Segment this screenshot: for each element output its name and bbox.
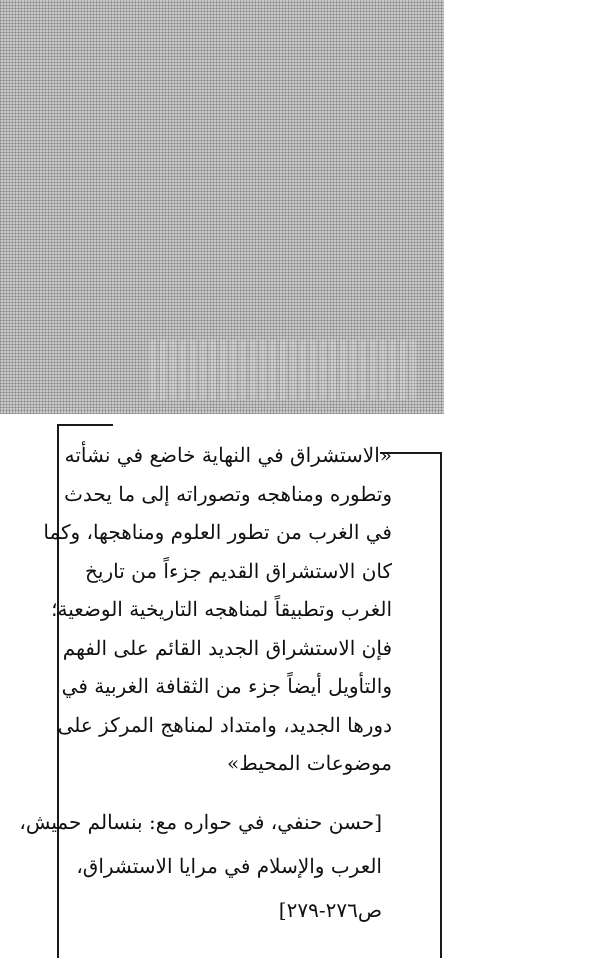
frame-top-border (57, 424, 113, 426)
quote-line: دورها الجديد، وامتداد لمناهج المركز على (57, 712, 392, 737)
quote-line: موضوعات المحيط» (227, 751, 392, 775)
citation-line: العرب والإسلام في مرايا الاستشراق، (76, 854, 382, 878)
citation-line: ص٢٧٦-٢٧٩] (278, 898, 382, 922)
quote-line: والتأويل أيضاً جزء من الثقافة الغربية في (61, 674, 392, 698)
citation-line: [حسن حنفي، في حواره مع: بنسالم حميش، (19, 810, 382, 834)
quote-line: وتطوره ومناهجه وتصوراته إلى ما يحدث (64, 481, 392, 506)
frame-left-border (57, 424, 59, 958)
frame-right-border (440, 452, 442, 958)
quote-line: فإن الاستشراق الجديد القائم على الفهم (62, 635, 392, 660)
quote-line: الغرب وتطبيقاً لمناهجه التاريخية الوضعية؛ (51, 597, 392, 621)
quote-line: كان الاستشراق القديم جزءاً من تاريخ (84, 558, 392, 583)
halftone-image-block (0, 0, 444, 414)
quote-line: في الغرب من تطور العلوم ومناهجها، وكما (43, 520, 392, 544)
citation-block (19, 800, 382, 932)
quote-block (43, 436, 392, 783)
faded-text-artifact (150, 340, 420, 400)
quote-line: «الاستشراق في النهاية خاضع في نشأته (64, 443, 392, 467)
